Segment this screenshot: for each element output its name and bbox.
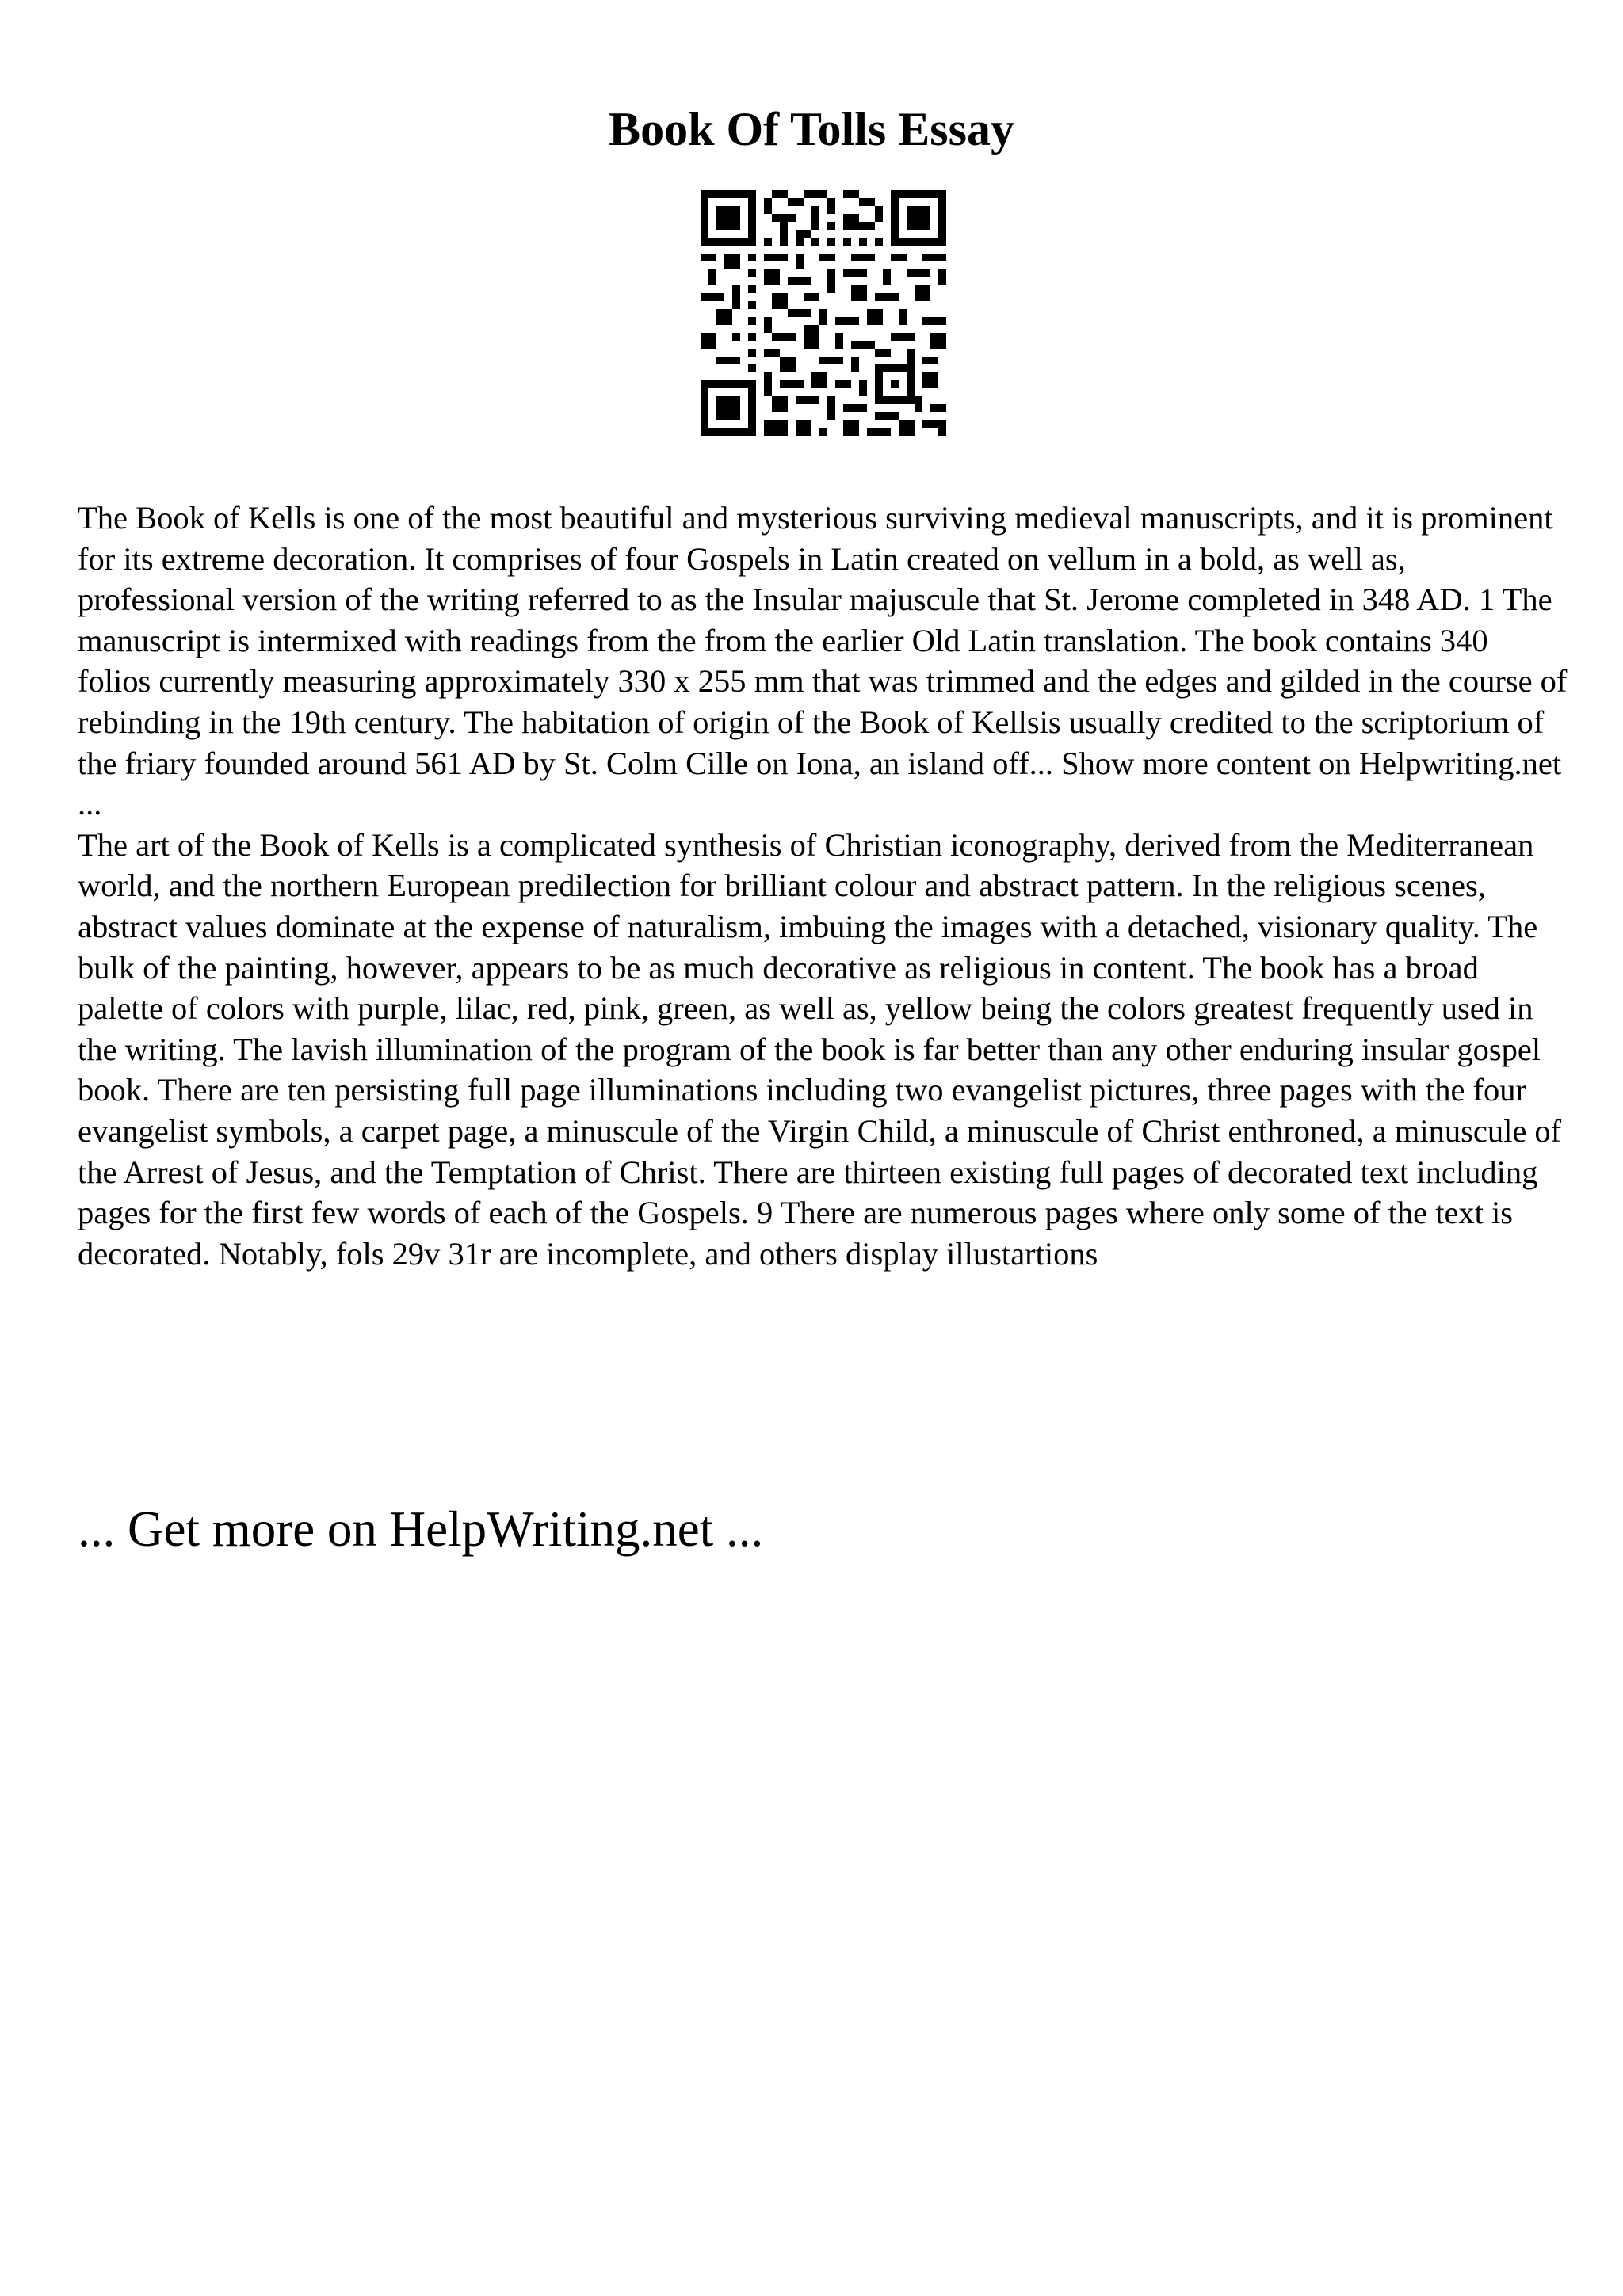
page-title: Book Of Tolls Essay	[609, 103, 1014, 155]
get-more-link[interactable]: ... Get more on HelpWriting.net ...	[78, 1501, 764, 1557]
qr-code-icon[interactable]	[701, 190, 946, 436]
essay-paragraph-2: The art of the Book of Kells is a complicated synthesis of Christian iconography, derived from the Mediterranean world, and the northern European predilection for brilliant colour and abstract pattern. In the religious scenes, abstract values dominate at the expense of naturalism, imbuing the images with a detached, visionary quality. The bulk of the painting, however, appears to be as much decorative as religious in content. The book has a broad palette of colors with purple, lilac, red, pink, green, as well as, yellow being the colors greatest frequently used in the writing. The lavish illumination of the program of the book is far better than any other enduring insular gospel book. There are ten persisting full page illuminations including two evangelist pictures, three pages with the four evangelist symbols, a carpet page, a minuscule of the Virgin Child, a minuscule of Christ enthroned, a minuscule of the Arrest of Jesus, and the Temptation of Christ. There are thirteen existing full pages of decorated text including pages for the first few words of each of the Gospels. 9 There are numerous pages where only some of the text is decorated. Notably, fols 29v 31r are incomplete, and others display illustartions	[78, 826, 1562, 1272]
essay-paragraph-1: The Book of Kells is one of the most beautiful and mysterious surviving medieval manuscripts, and it is prominent for its extreme decoration. It comprises of four Gospels in Latin created on vellum in a bold, as well as, professional version of the writing referred to as the Insular majuscule that St. Jerome completed in 348 AD. 1 The manuscript is intermixed with readings from the from the earlier Old Latin translation. The book contains 340 folios currently measuring approximately 330 x 255 mm that was trimmed and the edges and gilded in the course of rebinding in the 19th century. The habitation of origin of the Book of Kellsis usually credited to the scriptorium of the friary founded around 561 AD by St. Colm Cille on Iona, an island off... Show more content on Helpwriting.net ...	[78, 500, 1568, 822]
essay-body	[78, 498, 1568, 1274]
